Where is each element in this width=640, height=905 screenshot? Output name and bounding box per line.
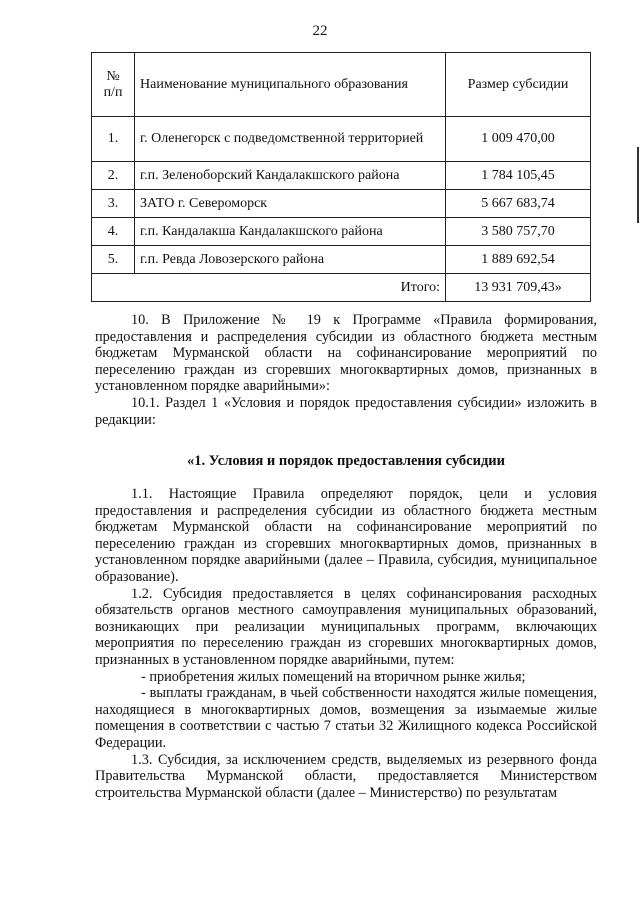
- row-name: ЗАТО г. Североморск: [135, 190, 446, 218]
- total-spacer: [92, 274, 135, 302]
- total-label: Итого:: [135, 274, 446, 302]
- table-row: [92, 218, 591, 246]
- table-row: [92, 190, 591, 218]
- paragraph-1-3: 1.3. Субсидия, за исключением средств, выделяемых из резервного фонда Правительства Мурманской области, предоставляется Министерством строительства Мурманской области (далее – Министерство) по результатам: [95, 751, 597, 801]
- table-row: [92, 162, 591, 190]
- list-item-dash-2: - выплаты гражданам, в чьей собственности находятся жилые помещения, находящиеся в многоквартирных домов, возмещения за изымаемые жилые помещения в соответствии с частью 7 статьи 32 Жилищного кодекса Российской Федерации.: [95, 685, 597, 751]
- subsidy-table: [91, 52, 591, 302]
- rules-text: [95, 486, 597, 801]
- page-edge-mark: [637, 147, 639, 223]
- row-amount: 3 580 757,70: [446, 218, 591, 246]
- list-item-dash-1: - приобретения жилых помещений на вторичном рынке жилья;: [141, 668, 526, 685]
- paragraph-10: 10. В Приложение № 19 к Программе «Правила формирования, предоставления и распределения субсидии из областного бюджета местным бюджетам Мурманской области на софинансирование мероприятий по переселению граждан из сгоревших многоквартирных домов, признанных в установленном порядке аварийными»:: [95, 312, 597, 395]
- row-amount: 1 889 692,54: [446, 246, 591, 274]
- row-num: 5.: [92, 246, 135, 274]
- paragraph-block: [95, 312, 597, 428]
- section-heading-block: [95, 453, 597, 470]
- row-amount: 5 667 683,74: [446, 190, 591, 218]
- row-name: г.п. Кандалакша Кандалакшского района: [135, 218, 446, 246]
- row-name: г.п. Зеленоборский Кандалакшского района: [135, 162, 446, 190]
- table-header-row: [92, 53, 591, 117]
- table-row: [92, 246, 591, 274]
- table-total-row: [92, 274, 591, 302]
- row-num: 2.: [92, 162, 135, 190]
- header-name: Наименование муниципального образования: [135, 53, 446, 117]
- row-num: 3.: [92, 190, 135, 218]
- paragraph-1-1: 1.1. Настоящие Правила определяют порядок, цели и условия предоставления и распределения субсидии из областного бюджета местным бюджетам Мурманской области на софинансирование мероприятий по переселению граждан из сгоревших многоквартирных домов, признанных в установленном порядке аварийными (далее – Правила, субсидия, муниципальное образование).: [95, 486, 597, 585]
- row-num: 1.: [92, 117, 135, 162]
- header-num: № п/п: [92, 53, 135, 117]
- page-number: 22: [312, 23, 328, 39]
- header-amount: Размер субсидии: [446, 53, 591, 117]
- table-row: [92, 117, 591, 162]
- paragraph-1-2: 1.2. Субсидия предоставляется в целях софинансирования расходных обязательств органов местного самоуправления муниципальных образований, возникающих при реализации муниципальных программ, включающих мероприятия по переселению граждан из сгоревших многоквартирных домов, признанных в установленном порядке аварийными, путем:: [95, 585, 597, 668]
- row-name: г. Оленегорск с подведомственной территорией: [135, 117, 446, 162]
- total-value: 13 931 709,43»: [446, 274, 591, 302]
- row-num: 4.: [92, 218, 135, 246]
- paragraph-10-1: 10.1. Раздел 1 «Условия и порядок предоставления субсидии» изложить в редакции:: [95, 394, 597, 428]
- section-title: «1. Условия и порядок предоставления субсидии: [186, 453, 505, 469]
- row-amount: 1 009 470,00: [446, 117, 591, 162]
- row-amount: 1 784 105,45: [446, 162, 591, 190]
- row-name: г.п. Ревда Ловозерского района: [135, 246, 446, 274]
